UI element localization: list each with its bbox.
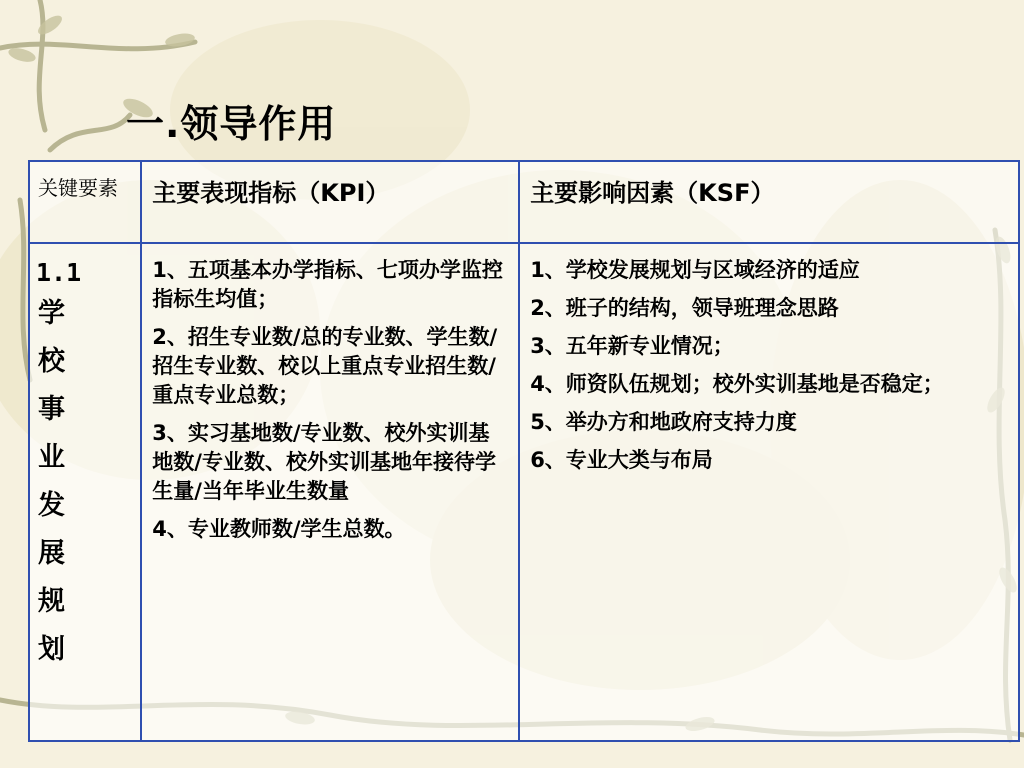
kpi-list-cell xyxy=(141,243,519,741)
header-kpi: 主要表现指标（KPI） xyxy=(141,161,519,243)
slide-title: 一.领导作用 xyxy=(126,102,337,146)
kpi-item: 1、五项基本办学指标、七项办学监控指标生均值； xyxy=(152,258,503,311)
key-element-char: 规 xyxy=(38,586,65,617)
key-element-number: 1.1 xyxy=(36,258,82,287)
key-element-char: 学 xyxy=(38,298,65,329)
key-element-char: 划 xyxy=(38,634,65,665)
key-element-char: 事 xyxy=(38,394,65,425)
kpi-item: 3、实习基地数/专业数、校外实训基地数/专业数、校外实训基地年接待学生量/当年毕业生数量 xyxy=(152,421,496,503)
key-element-char: 展 xyxy=(38,538,65,569)
kpi-ksf-table xyxy=(28,160,1020,742)
ksf-item: 4、师资队伍规划；校外实训基地是否稳定； xyxy=(530,372,944,396)
key-element-cell xyxy=(29,243,141,741)
ksf-item: 5、举办方和地政府支持力度 xyxy=(530,410,797,434)
ksf-item: 6、专业大类与布局 xyxy=(530,448,713,472)
key-element-char: 业 xyxy=(38,442,65,473)
kpi-item: 4、专业教师数/学生总数。 xyxy=(152,517,406,541)
ksf-list-cell xyxy=(519,243,1019,741)
table-row xyxy=(29,243,1019,741)
key-element-char: 校 xyxy=(38,346,65,377)
key-element-char: 发 xyxy=(38,490,65,521)
table-header-row xyxy=(29,161,1019,243)
header-key-elements: 关键要素 xyxy=(29,161,141,243)
kpi-item: 2、招生专业数/总的专业数、学生数/招生专业数、校以上重点专业招生数/重点专业总数； xyxy=(152,325,498,407)
ksf-item: 3、五年新专业情况； xyxy=(530,334,734,358)
ksf-item: 1、学校发展规划与区域经济的适应 xyxy=(530,258,860,282)
ksf-item: 2、班子的结构，领导班理念思路 xyxy=(530,296,839,320)
header-ksf: 主要影响因素（KSF） xyxy=(519,161,1019,243)
